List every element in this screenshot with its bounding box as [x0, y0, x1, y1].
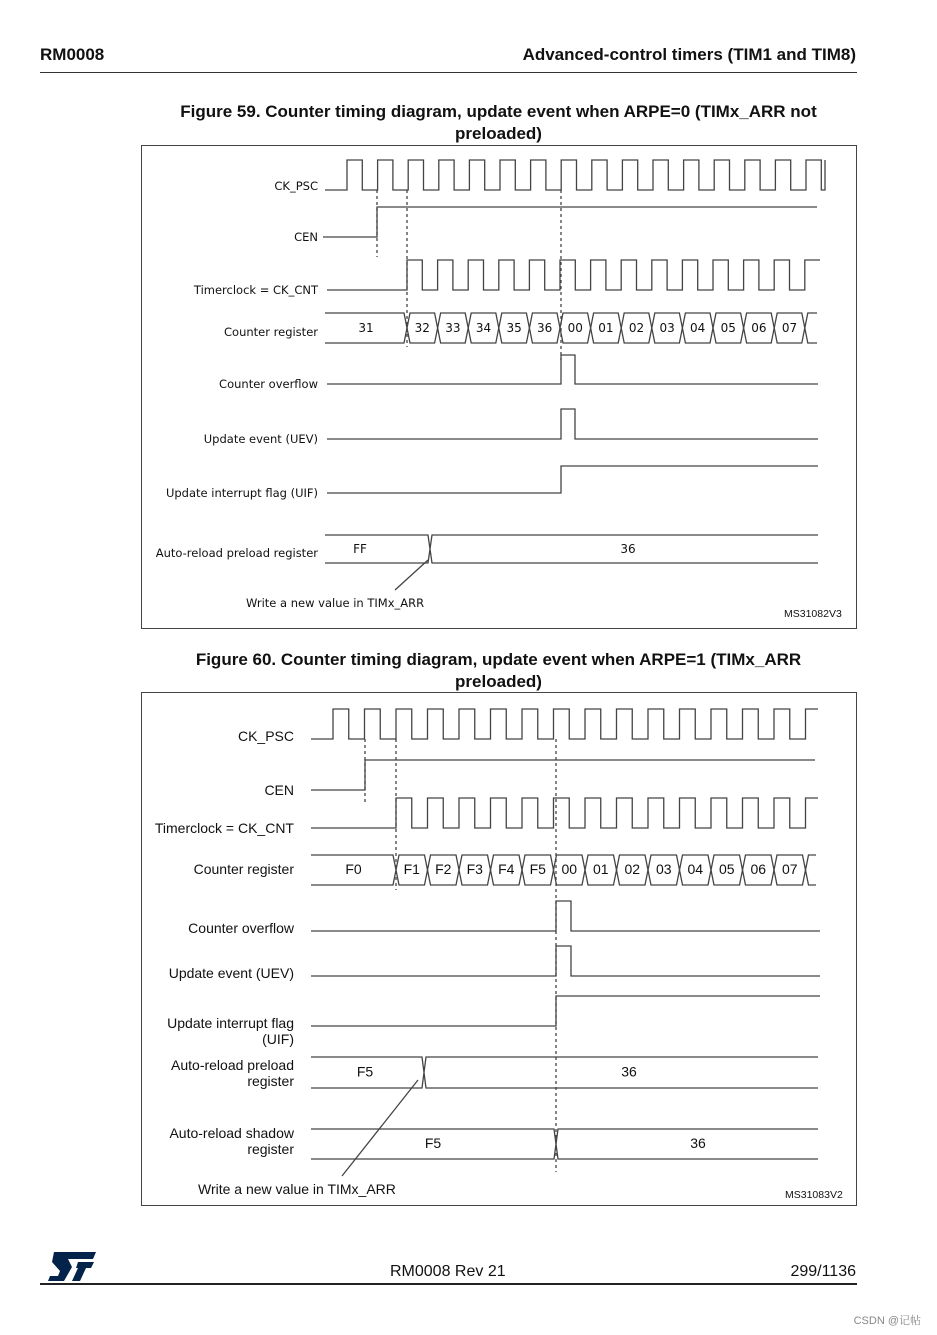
ck-psc-waveform	[311, 709, 818, 739]
label-ck-psc: CK_PSC	[274, 179, 318, 193]
label-update-event: Update event (UEV)	[203, 432, 318, 446]
label-uif: Update interrupt flag (UIF)	[165, 486, 318, 500]
revision: RM0008 Rev 21	[390, 1263, 506, 1280]
page-number: 299/1136	[790, 1263, 856, 1280]
preload-register-bus	[311, 1057, 818, 1088]
counter-value: 32	[414, 321, 430, 335]
label-ck-psc: CK_PSC	[237, 728, 294, 744]
counter-value: F3	[466, 861, 483, 877]
counter-value: 04	[687, 861, 704, 877]
update-event-waveform	[327, 409, 818, 439]
shadow-register-bus-value-after: 36	[690, 1135, 706, 1151]
label-cen: CEN	[264, 782, 294, 798]
counter-value: 00	[567, 321, 583, 335]
ck-psc-waveform	[325, 160, 825, 190]
watermark: CSDN @记帖	[853, 1315, 921, 1327]
counter-overflow-waveform	[311, 901, 820, 931]
counter-value: 00	[561, 861, 578, 877]
preload-register-bus-value-after: 36	[620, 542, 636, 556]
shadow-register-bus	[311, 1129, 818, 1159]
counter-value: F1	[403, 861, 420, 877]
label-counter-overflow: Counter overflow	[219, 377, 318, 391]
label-counter-register: Counter register	[224, 325, 318, 339]
label-uif-line1: Update interrupt flag	[167, 1015, 294, 1031]
counter-value: 02	[628, 321, 645, 335]
preload-register-bus	[325, 535, 818, 563]
label-timerclock: Timerclock = CK_CNT	[193, 283, 318, 297]
counter-value: F0	[345, 861, 362, 877]
ck-cnt-waveform	[327, 260, 820, 290]
footer-rule	[40, 1283, 857, 1285]
cen-waveform	[311, 760, 815, 790]
annotation-pointer	[342, 1080, 418, 1176]
counter-value: 31	[358, 321, 374, 335]
counter-value: F2	[435, 861, 452, 877]
counter-value: 02	[624, 861, 641, 877]
label-counter-register: Counter register	[193, 861, 294, 877]
doc-id: RM0008	[40, 45, 105, 64]
counter-value: 03	[659, 321, 675, 335]
label-counter-overflow: Counter overflow	[188, 920, 294, 936]
annotation-write-arr: Write a new value in TIMx_ARR	[246, 596, 425, 610]
label-uif-line2: (UIF)	[262, 1031, 294, 1047]
counter-value: 04	[690, 321, 706, 335]
cen-waveform	[323, 207, 817, 237]
annotation-write-arr: Write a new value in TIMx_ARR	[198, 1181, 396, 1197]
figure-code: MS31082V3	[784, 608, 842, 620]
st-logo	[46, 1250, 106, 1284]
counter-value: 01	[592, 861, 609, 877]
counter-segment	[806, 855, 817, 885]
uif-waveform	[327, 466, 818, 493]
counter-value: 07	[781, 861, 798, 877]
label-shadow-line1: Auto-reload shadow	[169, 1125, 294, 1141]
label-cen: CEN	[294, 230, 318, 244]
counter-value: 05	[720, 321, 736, 335]
figure59-title: Figure 59. Counter timing diagram, update event when ARPE=0 (TIMx_ARR not preloaded)	[180, 102, 817, 143]
counter-value: 01	[598, 321, 614, 335]
label-shadow-line2: register	[247, 1141, 294, 1157]
label-preload-register: Auto-reload preload register	[155, 546, 318, 560]
label-preload-line2: register	[247, 1073, 294, 1089]
section-title: Advanced-control timers (TIM1 and TIM8)	[522, 45, 856, 64]
update-event-waveform	[311, 946, 820, 976]
counter-value: 06	[751, 321, 767, 335]
counter-value: 07	[781, 321, 798, 335]
counter-value: F4	[498, 861, 515, 877]
counter-value: 35	[506, 321, 522, 335]
preload-register-bus-value-before: FF	[353, 542, 367, 556]
counter-overflow-waveform	[327, 355, 818, 384]
uif-waveform	[311, 996, 820, 1026]
counter-value: 06	[750, 861, 767, 877]
counter-value: 34	[475, 321, 492, 335]
counter-value: 03	[655, 861, 672, 877]
preload-register-bus-value-after: 36	[621, 1063, 637, 1080]
ck-cnt-waveform	[311, 798, 818, 828]
figure-code: MS31083V2	[785, 1189, 843, 1201]
shadow-register-bus-value-before: F5	[424, 1135, 442, 1151]
label-timerclock: Timerclock = CK_CNT	[154, 820, 294, 836]
counter-value: 05	[718, 861, 735, 877]
figure60-title: Figure 60. Counter timing diagram, update event when ARPE=1 (TIMx_ARR preloaded)	[195, 650, 802, 691]
label-preload-line1: Auto-reload preload	[171, 1057, 294, 1073]
counter-value: 33	[445, 321, 461, 335]
counter-value: 36	[537, 321, 553, 335]
annotation-pointer	[395, 560, 428, 590]
preload-register-bus-value-before: F5	[356, 1063, 374, 1080]
label-update-event: Update event (UEV)	[168, 965, 294, 981]
counter-value: F5	[529, 861, 546, 877]
counter-segment	[805, 313, 817, 343]
